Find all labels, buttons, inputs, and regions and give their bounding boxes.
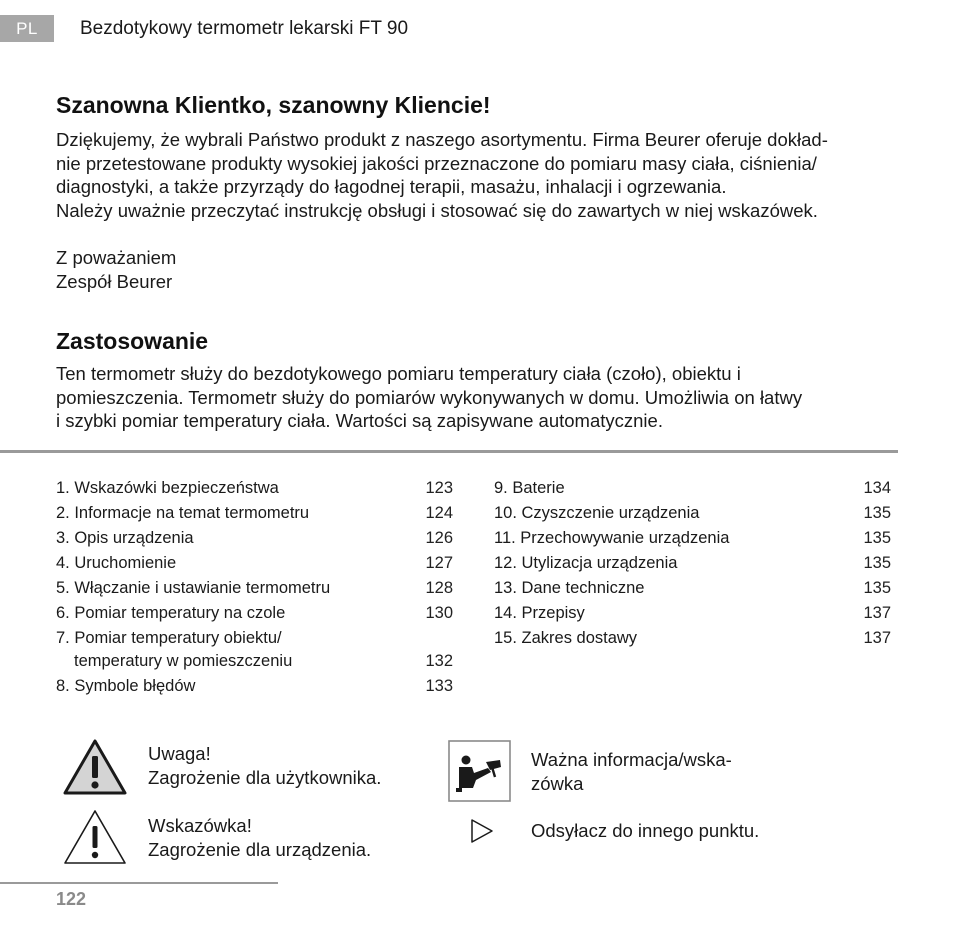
arrow-right-icon: [470, 818, 494, 844]
toc-entry-page: 123: [425, 479, 453, 497]
usage-line: i szybki pomiar temperatury ciała. Wartości są zapisywane automatycznie.: [56, 410, 663, 431]
toc-entry-label: 8. Symbole błędów: [56, 677, 196, 695]
closing-signature: Zespół Beurer: [56, 271, 173, 292]
toc-right-column: [494, 476, 891, 651]
footer-divider: [0, 882, 278, 884]
intro-section: [56, 90, 906, 222]
toc-entry[interactable]: [494, 601, 891, 626]
legend-info: [531, 748, 732, 796]
toc-entry-page: 134: [863, 479, 891, 497]
toc-entry-page: 133: [425, 677, 453, 695]
page-number: 122: [56, 889, 87, 909]
information-icon: [448, 740, 511, 802]
toc-entry-page: 126: [425, 529, 453, 547]
toc-entry[interactable]: [494, 501, 891, 526]
intro-line: nie przetestowane produkty wysokiej jakości przeznaczone do pomiaru masy ciała, ciśnienia/: [56, 152, 817, 174]
toc-entry-label: 9. Baterie: [494, 479, 565, 497]
toc-entry-label-continued: temperatury w pomieszczeniu: [74, 652, 293, 670]
toc-entry[interactable]: [494, 526, 891, 551]
warning-triangle-icon: [62, 738, 128, 796]
toc-entry-label: 10. Czyszczenie urządzenia: [494, 504, 700, 522]
toc-entry[interactable]: [56, 526, 453, 551]
toc-entry-label: 2. Informacje na temat termometru: [56, 504, 310, 522]
toc-entry-page: 127: [425, 554, 453, 572]
usage-line: Ten termometr służy do bezdotykowego pomiaru temperatury ciała (czoło), obiektu i: [56, 363, 741, 384]
toc-entry-page: 137: [863, 604, 891, 622]
toc-entry[interactable]: [56, 576, 453, 601]
legend-info-line: Ważna informacja/wska-: [531, 749, 732, 770]
legend-caution-text: Zagrożenie dla urządzenia.: [148, 839, 372, 860]
closing: [56, 246, 176, 294]
toc-entry-label: 4. Uruchomienie: [56, 554, 177, 572]
toc-entry-page: 132: [425, 652, 453, 670]
toc-entry[interactable]: [56, 551, 453, 576]
intro-line: Dziękujemy, że wybrali Państwo produkt z naszego asortymentu. Firma Beurer oferuje dokład-: [56, 129, 828, 150]
language-tag: PL: [0, 15, 54, 42]
legend-warning-title: Uwaga!: [148, 743, 211, 764]
toc-entry-page: 135: [863, 504, 891, 522]
toc-entry[interactable]: [56, 601, 453, 626]
toc-entry[interactable]: [494, 551, 891, 576]
usage-section: [56, 326, 906, 433]
toc-entry-label: 12. Utylizacja urządzenia: [494, 554, 678, 572]
toc-entry-page: 124: [425, 504, 453, 522]
toc-entry-page: 130: [425, 604, 453, 622]
toc-entry-label: 13. Dane techniczne: [494, 579, 645, 597]
legend-caution-title: Wskazówka!: [148, 815, 252, 836]
section-divider: [0, 450, 898, 453]
toc-entry[interactable]: [494, 576, 891, 601]
legend-caution: [148, 814, 371, 862]
toc-entry-label: 14. Przepisy: [494, 604, 585, 622]
usage-heading: Zastosowanie: [56, 328, 209, 354]
toc-entry-label: 1. Wskazówki bezpieczeństwa: [56, 479, 279, 497]
toc-entry-label: 6. Pomiar temperatury na czole: [56, 604, 286, 622]
toc-entry-page: 135: [863, 554, 891, 572]
intro-line: Należy uważnie przeczytać instrukcję obsługi i stosować się do zawartych w niej wskazówek.: [56, 199, 818, 221]
toc-entry-page: 135: [863, 579, 891, 597]
toc-entry[interactable]: [56, 476, 453, 501]
toc-entry-label: 11. Przechowywanie urządzenia: [494, 529, 730, 547]
toc-entry-page: 128: [425, 579, 453, 597]
toc-left-column: [56, 476, 453, 699]
legend-reference: [531, 819, 759, 843]
toc-entry[interactable]: [56, 674, 453, 699]
caution-triangle-icon: [62, 808, 128, 866]
legend-warning: [148, 742, 381, 790]
document-title: Bezdotykowy termometr lekarski FT 90: [80, 18, 409, 39]
usage-line: pomieszczenia. Termometr służy do pomiarów wykonywanych w domu. Umożliwia on łatwy: [56, 386, 803, 408]
toc-entry[interactable]: [494, 626, 891, 651]
legend-reference-text: Odsyłacz do innego punktu.: [531, 820, 760, 841]
intro-heading: Szanowna Klientko, szanowny Kliencie!: [56, 92, 491, 118]
toc-entry[interactable]: [56, 501, 453, 526]
legend-info-line: zówka: [531, 773, 584, 794]
closing-regards: Z poważaniem: [56, 247, 177, 268]
toc-entry-page: 135: [863, 529, 891, 547]
toc-entry-label: 5. Włączanie i ustawianie termometru: [56, 579, 331, 597]
toc-entry[interactable]: [56, 626, 453, 674]
toc-entry-label: 7. Pomiar temperatury obiektu/: [56, 629, 282, 647]
intro-line: diagnostyki, a także przyrządy do łagodnej terapii, masażu, inhalacji i ogrzewania.: [56, 176, 727, 197]
legend-warning-text: Zagrożenie dla użytkownika.: [148, 767, 382, 788]
toc-entry-label: 15. Zakres dostawy: [494, 629, 638, 647]
toc-entry-page: 137: [863, 629, 891, 647]
toc-entry[interactable]: [494, 476, 891, 501]
toc-entry-label: 3. Opis urządzenia: [56, 529, 194, 547]
